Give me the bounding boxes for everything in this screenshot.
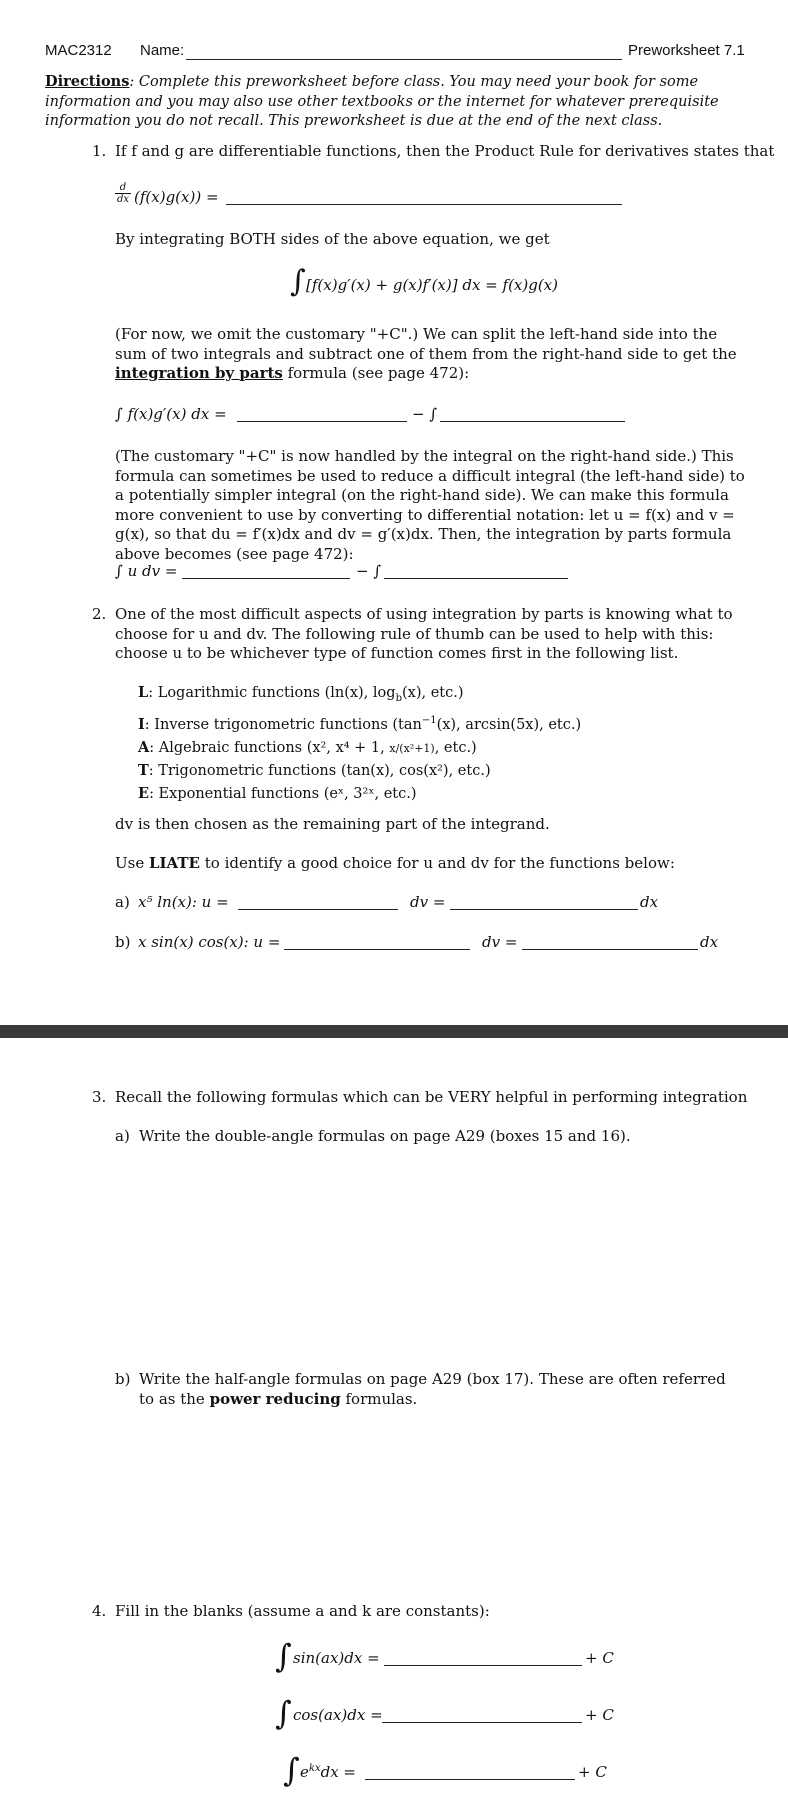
part-b-dv-blank[interactable] (522, 949, 698, 950)
integral-sign-icon: ∫ (290, 264, 306, 299)
part-b-dx: dx (700, 933, 719, 951)
udv-formula-lhs: ∫ u dv = (115, 562, 178, 580)
course-code: MAC2312 (45, 42, 112, 59)
derivative-operator (115, 182, 131, 205)
integral-equation: [f(x)g′(x) + g(x)f′(x)] dx = f(x)g(x) (306, 276, 558, 294)
q3-b-text: Write the half-angle formulas on page A29 (box 17). These are often referred to as the power reducing formulas. (139, 1370, 726, 1408)
part-a-label: a) (115, 893, 130, 911)
udv-blank-2[interactable] (384, 578, 568, 579)
part-b-label: b) (115, 933, 131, 951)
part-a-dv-blank[interactable] (450, 909, 638, 910)
q1-para3: (The customary "+C" is now handled by the integral on the right-hand side.) This formula can sometimes be used to reduce a difficult integral (the left-hand side) to a potentially simpler integral (on the right-hand side). We can make this formula more convenient to use by converting to differential notation: let u = f(x) and v = g(x), so that du = f′(x)dx and dv = g′(x)dx. Then, the integration by parts formula above becomes (see page 472): (115, 447, 745, 563)
integral-sin-constant: + C (585, 1649, 614, 1667)
integrate-text: By integrating BOTH sides of the above equation, we get (115, 230, 550, 248)
integral-sin-expr: sin(ax)dx = (293, 1649, 380, 1667)
name-label: Name: (140, 42, 185, 59)
part-b-u-blank[interactable] (284, 949, 470, 950)
q1-para2 (115, 325, 743, 384)
udv-blank-1[interactable] (182, 578, 350, 579)
part-b-expression: x sin(x) cos(x): u = (138, 933, 281, 951)
liate-item-t: T: Trigonometric functions (tan(x), cos(x²), etc.) (138, 762, 491, 780)
q3-intro: Recall the following formulas which can be VERY helpful in performing integration (115, 1088, 748, 1106)
integral-cos-constant: + C (585, 1706, 614, 1724)
ibp-blank-1[interactable] (237, 421, 407, 422)
ibp-formula-lhs: ∫ f(x)g′(x) dx = (115, 405, 227, 423)
q1-number: 1. (92, 142, 107, 160)
ibp-term: integration by parts (115, 364, 283, 382)
q3-number: 3. (92, 1088, 107, 1106)
part-a-u-blank[interactable] (238, 909, 398, 910)
ibp-minus-integral: − ∫ (412, 405, 438, 423)
liate-item-e: E: Exponential functions (eˣ, 3²ˣ, etc.) (138, 784, 417, 802)
integral-sign-icon: ∫ (283, 1751, 300, 1789)
directions-text: : Complete this preworksheet before class. You may need your book for some information and you may also use other textbooks or the internet for whatever prerequisite information you do not recall. This preworksheet is due at the end of the next class. (45, 74, 719, 129)
page-separator (0, 1025, 788, 1038)
name-blank[interactable] (186, 59, 622, 60)
dv-explanation: dv is then chosen as the remaining part of the integrand. (115, 815, 550, 833)
q2-intro: One of the most difficult aspects of using integration by parts is knowing what to choose for u and dv. The following rule of thumb can be used to help with this: choose u to be whichever type of function comes first in the following list. (115, 605, 733, 662)
liate-item-l: L: Logarithmic functions (ln(x), $\log_b(x)$, etc.) (138, 684, 464, 704)
q4-intro: Fill in the blanks (assume a and k are constants): (115, 1602, 490, 1620)
product-rule-lhs: (f(x)g(x)) = (134, 188, 219, 206)
q2-number: 2. (92, 605, 107, 623)
worksheet-page-2 (0, 1038, 788, 1814)
part-a-dv-label: dv = (410, 893, 446, 911)
integral-cos-blank[interactable] (382, 1722, 582, 1723)
deriv-dx: dx (116, 194, 130, 205)
integral-sin-blank[interactable] (384, 1665, 582, 1666)
part-b-dv-label: dv = (482, 933, 518, 951)
sheet-title: Preworksheet 7.1 (628, 42, 745, 59)
integral-cos-expr: cos(ax)dx = (293, 1706, 383, 1724)
para2-text-b: formula (see page 472): (282, 364, 470, 382)
liate-item-a: A: Algebraic functions (x², x⁴ + 1, x/(x²+1), etc.) (138, 738, 477, 756)
deriv-d: d (115, 182, 131, 194)
integral-exp-blank[interactable] (365, 1779, 575, 1780)
integral-exp-expr: $e^{kx}dx$ = (300, 1763, 356, 1781)
q4-number: 4. (92, 1602, 107, 1620)
part-a-dx: dx (640, 893, 659, 911)
q1-intro: If f and g are differentiable functions, then the Product Rule for derivatives states that (115, 142, 775, 160)
q3-a-label: a) (115, 1127, 130, 1145)
part-a-expression: x⁵ ln(x): u = (138, 893, 229, 911)
udv-minus-integral: − ∫ (356, 562, 382, 580)
integral-sign-icon: ∫ (275, 1637, 292, 1675)
directions (45, 72, 745, 132)
use-liate-text: Use LIATE to identify a good choice for u and dv for the functions below: (115, 854, 675, 872)
liate-item-i: I: Inverse trigonometric functions ($\tan^{-1}(x)$, arcsin(5x), etc.) (138, 715, 582, 734)
integral-exp-constant: + C (578, 1763, 607, 1781)
integral-sign-icon: ∫ (275, 1694, 292, 1732)
directions-label: Directions (45, 73, 130, 90)
product-rule-blank[interactable] (226, 204, 622, 205)
para2-text-a: (For now, we omit the customary "+C".) We can split the left-hand side into the sum of two integrals and subtract one of them from the right-hand side to get the (115, 325, 737, 363)
liate-list (138, 682, 581, 805)
q3-b-label: b) (115, 1370, 131, 1388)
q3-a-text: Write the double-angle formulas on page A29 (boxes 15 and 16). (139, 1127, 631, 1145)
ibp-blank-2[interactable] (440, 421, 625, 422)
